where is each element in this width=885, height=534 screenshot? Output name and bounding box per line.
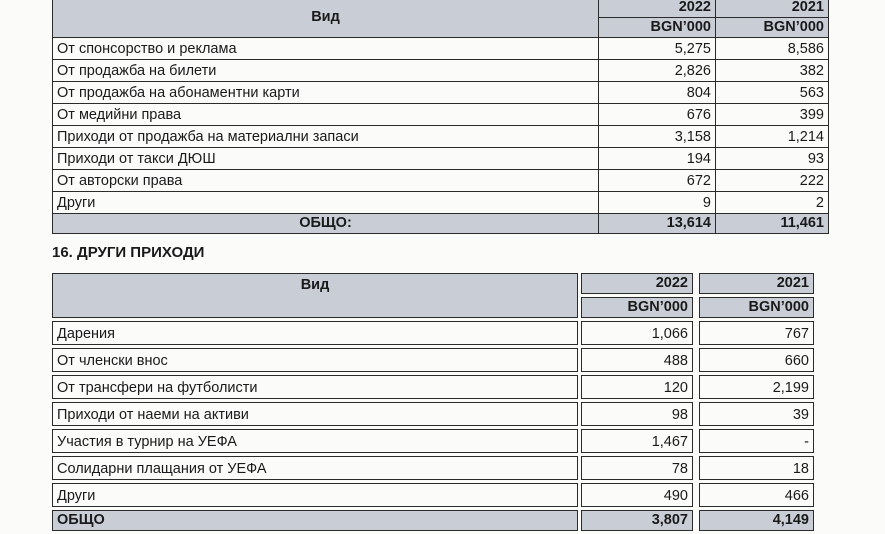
table-header-row (52, 273, 814, 294)
row-value-2022: 3,158 (599, 126, 716, 148)
row-value-2021: 18 (699, 456, 814, 480)
row-value-2021: 382 (716, 60, 829, 82)
row-value-2021: 93 (716, 148, 829, 170)
total-row (52, 510, 814, 531)
header-year-2021: 2021 (716, 0, 829, 18)
row-label: Приходи от продажба на материални запаси (53, 126, 599, 148)
row-value-2021: 2,199 (699, 375, 814, 399)
row-value-2021: 2 (716, 192, 829, 214)
total-value-2021: 4,149 (699, 510, 814, 531)
row-value-2021: 222 (716, 170, 829, 192)
table-row (52, 483, 814, 507)
revenue-table (52, 0, 829, 234)
row-value-2021: 466 (699, 483, 814, 507)
total-value-2022: 13,614 (599, 214, 716, 234)
row-value-2022: 5,275 (599, 38, 716, 60)
row-value-2021: 1,214 (716, 126, 829, 148)
table-row (53, 104, 829, 126)
header-year-2022: 2022 (581, 273, 693, 294)
row-value-2022: 490 (581, 483, 693, 507)
row-value-2021: 660 (699, 348, 814, 372)
table-row (53, 126, 829, 148)
revenue-table-body (53, 0, 829, 234)
total-label: ОБЩО: (53, 214, 599, 234)
total-value-2022: 3,807 (581, 510, 693, 531)
table-row (53, 38, 829, 60)
row-value-2021: 8,586 (716, 38, 829, 60)
table-row (53, 60, 829, 82)
row-value-2021: 767 (699, 321, 814, 345)
header-year-2022: 2022 (599, 0, 716, 18)
table-row (52, 429, 814, 453)
table-row (52, 402, 814, 426)
header-type: Вид (53, 0, 599, 38)
row-value-2022: 488 (581, 348, 693, 372)
row-value-2022: 672 (599, 170, 716, 192)
row-value-2022: 1,066 (581, 321, 693, 345)
row-label: От медийни права (53, 104, 599, 126)
row-label: Други (53, 192, 599, 214)
row-label: Други (52, 483, 578, 507)
row-value-2021: 563 (716, 82, 829, 104)
table-row (53, 192, 829, 214)
row-label: От трансфери на футболисти (52, 375, 578, 399)
table-row (53, 170, 829, 192)
row-value-2022: 1,467 (581, 429, 693, 453)
row-label: Участия в турнир на УЕФА (52, 429, 578, 453)
row-value-2022: 676 (599, 104, 716, 126)
row-value-2021: 399 (716, 104, 829, 126)
header-unit-2021: BGN’000 (716, 18, 829, 38)
row-label: От авторски права (53, 170, 599, 192)
row-value-2022: 98 (581, 402, 693, 426)
row-label: От спонсорство и реклама (53, 38, 599, 60)
total-label: ОБЩО (52, 510, 578, 531)
row-value-2022: 804 (599, 82, 716, 104)
row-value-2022: 2,826 (599, 60, 716, 82)
header-unit-2021: BGN’000 (699, 297, 814, 318)
header-type: Вид (52, 273, 578, 318)
row-label: От продажба на абонаментни карти (53, 82, 599, 104)
row-label: От продажба на билети (53, 60, 599, 82)
row-label: Дарения (52, 321, 578, 345)
row-value-2022: 78 (581, 456, 693, 480)
row-value-2021: 39 (699, 402, 814, 426)
other-income-table (52, 270, 814, 534)
header-year-2021: 2021 (699, 273, 814, 294)
total-row (53, 214, 829, 234)
row-value-2022: 120 (581, 375, 693, 399)
row-label: Солидарни плащания от УЕФА (52, 456, 578, 480)
total-value-2021: 11,461 (716, 214, 829, 234)
other-income-table-body (52, 273, 814, 531)
table-row (53, 82, 829, 104)
row-label: Приходи от такси ДЮШ (53, 148, 599, 170)
header-unit-2022: BGN’000 (581, 297, 693, 318)
table-row (52, 348, 814, 372)
row-label: От членски внос (52, 348, 578, 372)
table-row (52, 321, 814, 345)
table-row (53, 148, 829, 170)
table-row (52, 375, 814, 399)
table-header-row (53, 0, 829, 18)
table-row (52, 456, 814, 480)
row-value-2022: 9 (599, 192, 716, 214)
row-label: Приходи от наеми на активи (52, 402, 578, 426)
section-title: 16. ДРУГИ ПРИХОДИ (52, 244, 205, 261)
header-unit-2022: BGN’000 (599, 18, 716, 38)
row-value-2021: - (699, 429, 814, 453)
row-value-2022: 194 (599, 148, 716, 170)
